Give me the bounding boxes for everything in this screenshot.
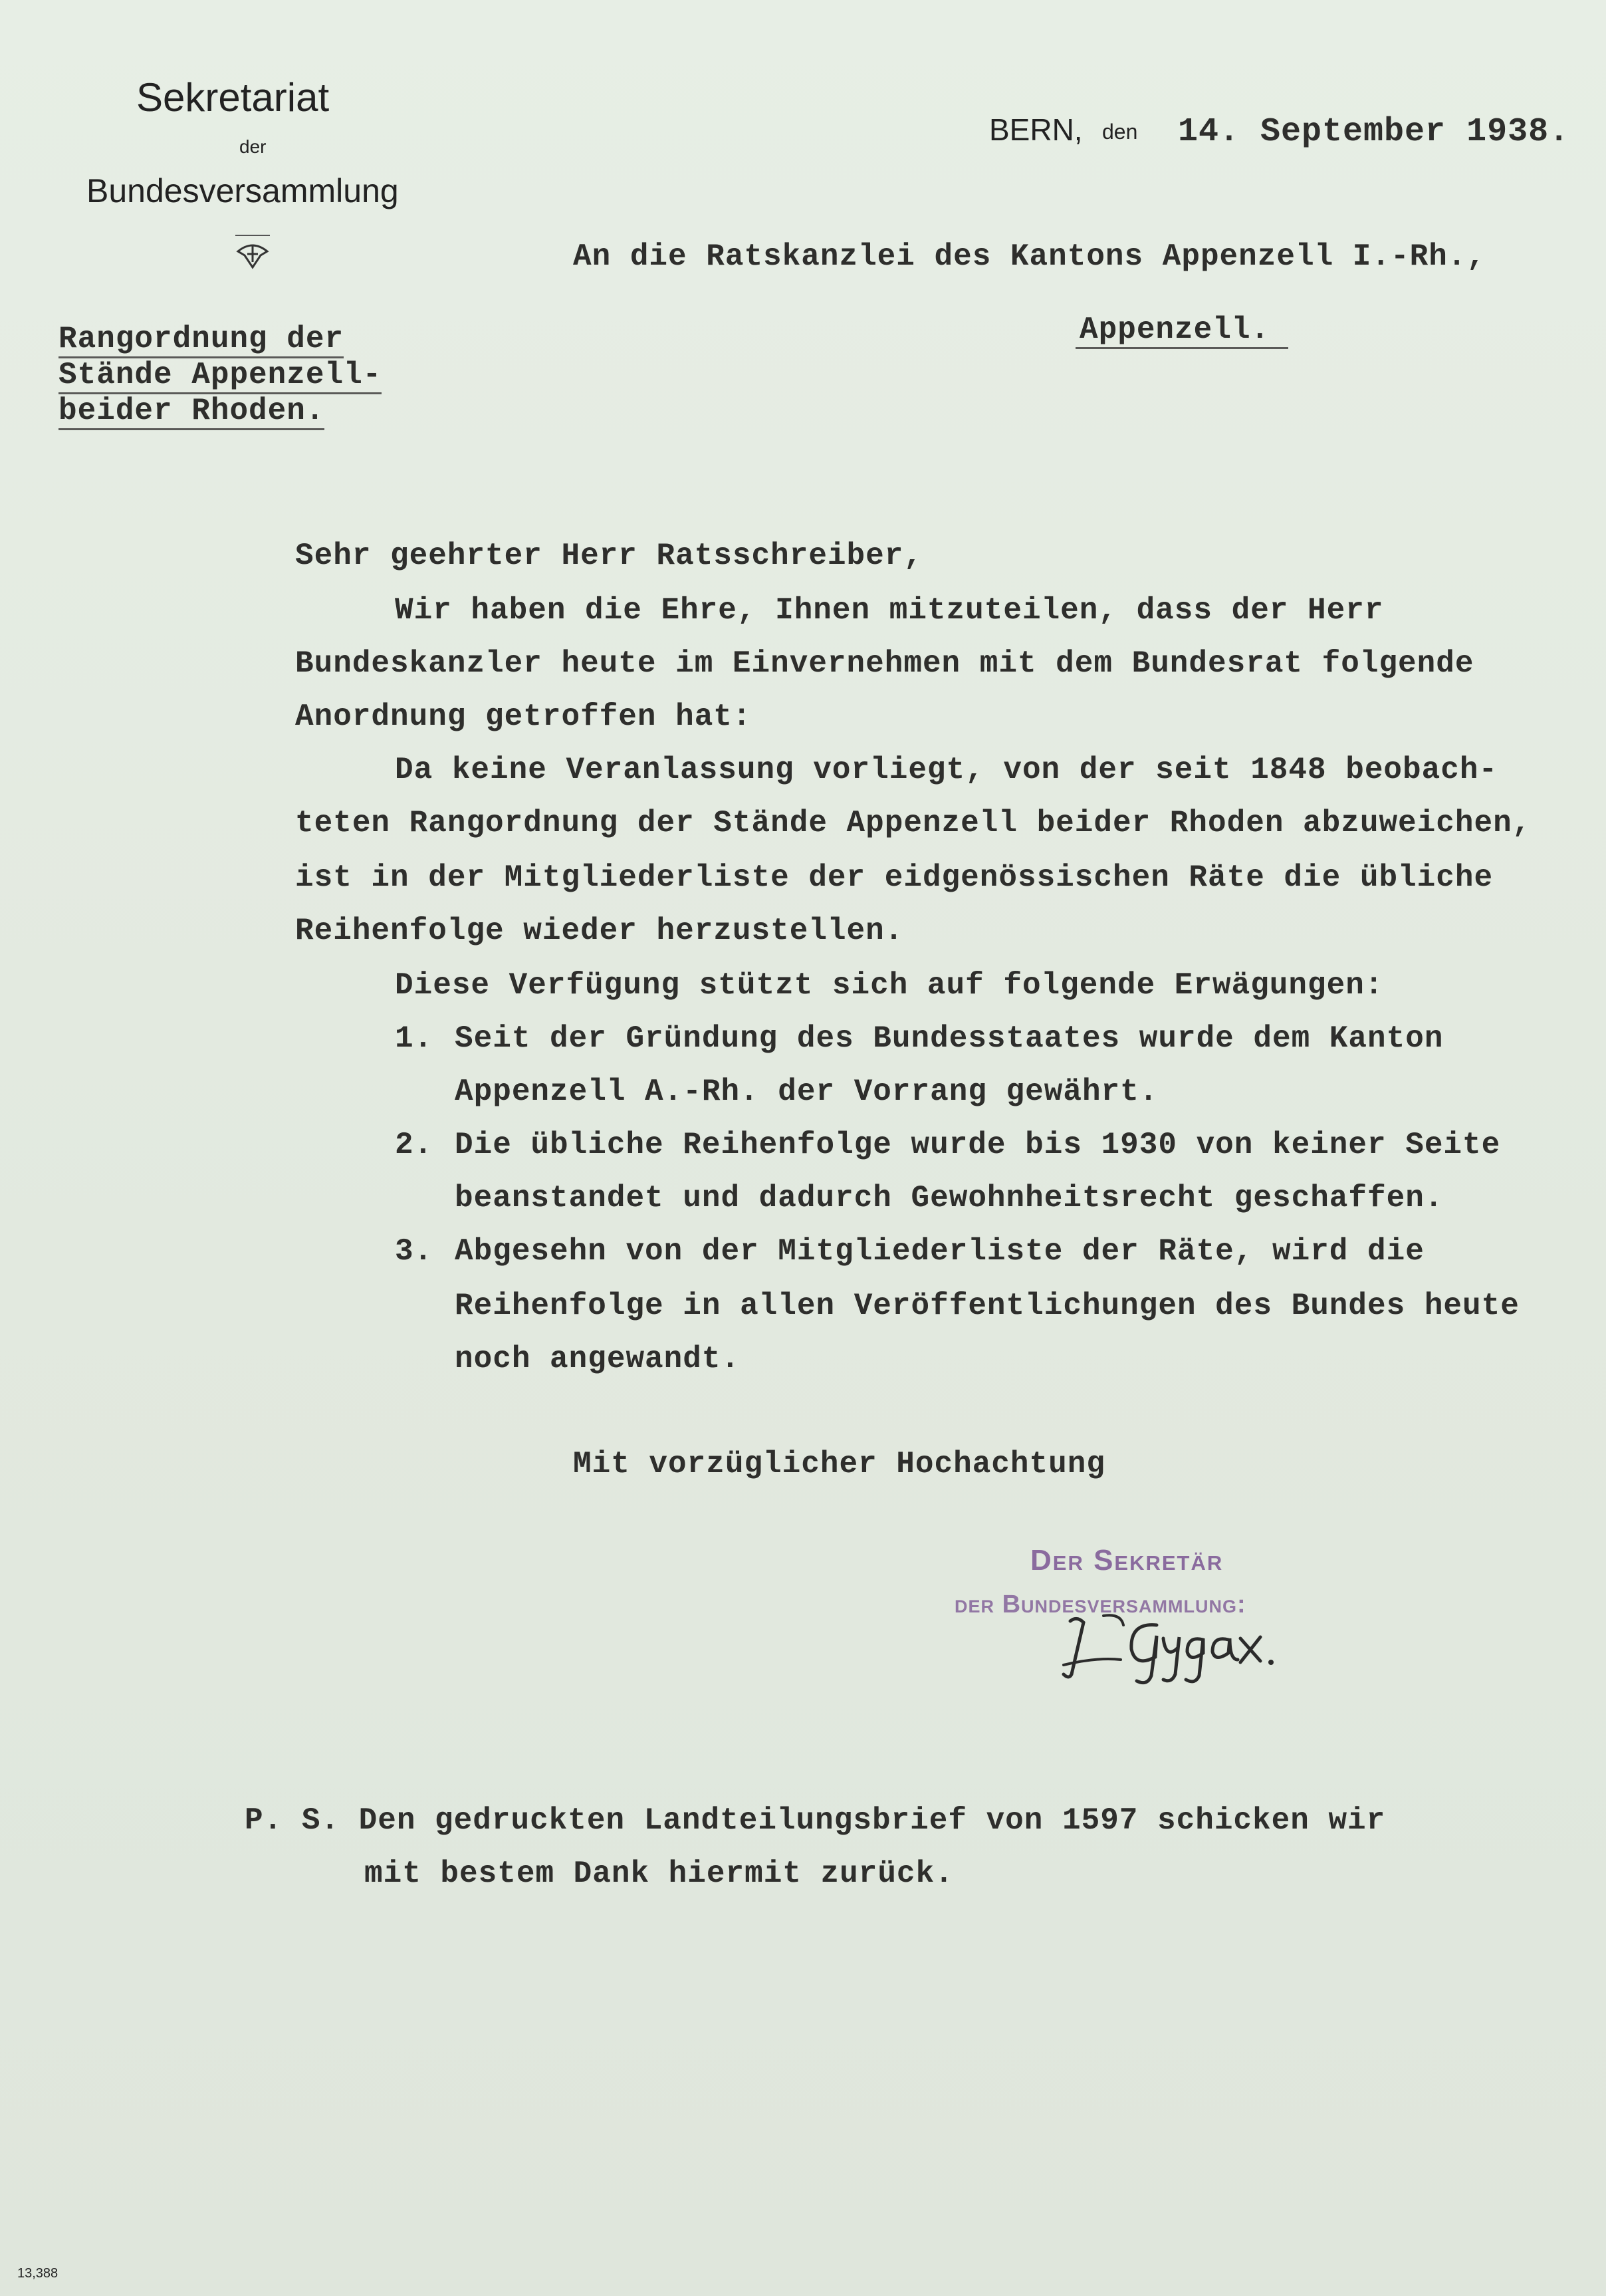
subject-line-2: Stände Appenzell- [58, 358, 382, 394]
item-3-number: 3. [395, 1234, 433, 1269]
federal-cross-emblem-icon [234, 233, 271, 273]
paragraph-1-line-3: Anordnung getroffen hat: [295, 700, 752, 734]
item-1-number: 1. [395, 1021, 433, 1056]
item-2-line-2: beanstandet und dadurch Gewohnheitsrecht geschaffen. [455, 1181, 1444, 1215]
paragraph-2-line-3: ist in der Mitgliederliste der eidgenössischen Räte die übliche [295, 860, 1494, 895]
item-1-line-2: Appenzell A.-Rh. der Vorrang gewährt. [455, 1075, 1159, 1109]
subject-line-3: beider Rhoden. [58, 394, 324, 430]
letterhead-title: Sekretariat [136, 75, 330, 120]
paragraph-2-line-1: Da keine Veranlassung vorliegt, von der seit 1848 beobach- [395, 753, 1498, 787]
paragraph-1-line-2: Bundeskanzler heute im Einvernehmen mit dem Bundesrat folgende [295, 646, 1474, 681]
paragraph-2-line-4: Reihenfolge wieder herzustellen. [295, 914, 904, 948]
dateline-den: den [1102, 120, 1138, 144]
item-2-line-1: Die übliche Reihenfolge wurde bis 1930 von keiner Seite [455, 1128, 1501, 1162]
item-2-number: 2. [395, 1128, 433, 1162]
recipient-city: Appenzell. [1076, 313, 1288, 349]
item-3-line-3: noch angewandt. [455, 1342, 741, 1376]
paragraph-3: Diese Verfügung stützt sich auf folgende Erwägungen: [395, 968, 1384, 1003]
dateline-place: BERN, [989, 112, 1083, 147]
salutation: Sehr geehrter Herr Ratsschreiber, [295, 539, 923, 573]
item-3-line-2: Reihenfolge in allen Veröffentlichungen des Bundes heute [455, 1289, 1520, 1323]
closing: Mit vorzüglicher Hochachtung [573, 1447, 1105, 1481]
recipient-line-1: An die Ratskanzlei des Kantons Appenzell I.-Rh., [573, 239, 1486, 274]
footer-code: 13,388 [17, 2266, 58, 2281]
item-1-line-1: Seit der Gründung des Bundesstaates wurde dem Kanton [455, 1021, 1444, 1056]
secretary-stamp-line-2: der Bundesversammlung: [955, 1591, 1246, 1618]
dateline-date: 14. September 1938. [1178, 113, 1570, 151]
postscript-line-2: mit bestem Dank hiermit zurück. [364, 1856, 954, 1891]
postscript-line-1: P. S. Den gedruckten Landteilungsbrief von 1597 schicken wir [245, 1803, 1386, 1838]
signature [1057, 1596, 1283, 1689]
paragraph-2-line-2: teten Rangordnung der Stände Appenzell beider Rhoden abzuweichen, [295, 806, 1532, 840]
item-3-line-1: Abgesehn von der Mitgliederliste der Räte, wird die [455, 1234, 1425, 1269]
paragraph-1-line-1: Wir haben die Ehre, Ihnen mitzuteilen, dass der Herr [395, 593, 1384, 628]
letterhead-der: der [239, 136, 267, 157]
secretary-stamp-line-1: Der Sekretär [1030, 1544, 1224, 1577]
subject-line-1: Rangordnung der [58, 322, 344, 358]
letterhead-institution: Bundesversammlung [86, 172, 399, 209]
